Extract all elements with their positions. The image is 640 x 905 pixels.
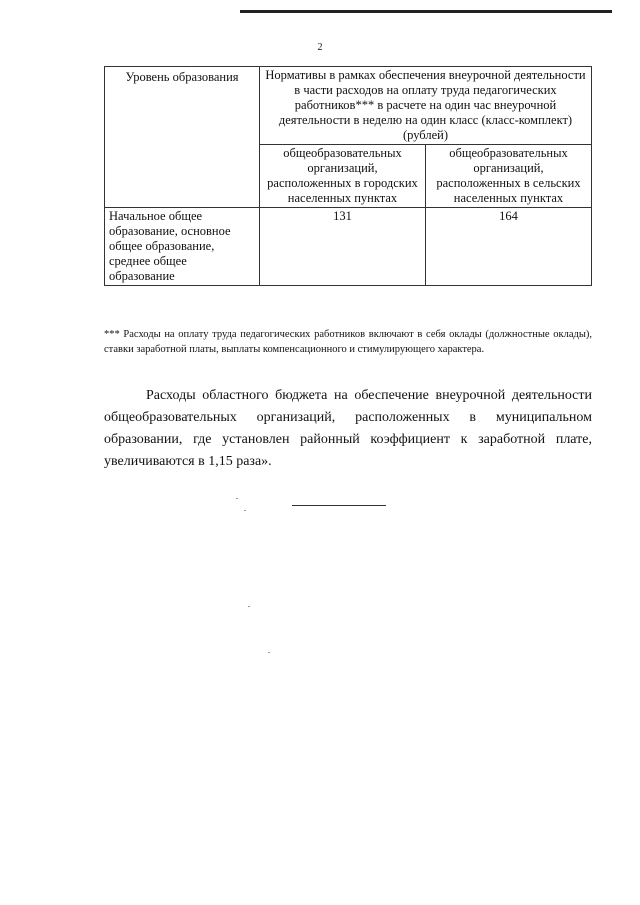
scan-speck: [268, 652, 270, 653]
header-norms: Нормативы в рамках обеспечения внеурочной деятельности в части расходов на оплату труда педагогических работников*** в расчете на один час внеурочной деятельности в неделю на один класс (класс-комплект) (рублей): [259, 67, 591, 145]
scan-speck: [244, 510, 246, 511]
row-level: Начальное общее образование, основное общее образование, среднее общее образование: [105, 208, 260, 286]
scan-speck: [248, 606, 250, 607]
header-level-of-education: Уровень образования: [105, 67, 260, 208]
footnote: *** Расходы на оплату труда педагогических работников включают в себя оклады (должностные оклады), ставки заработной платы, выплаты компенсационного и стимулирующего характера.: [104, 329, 592, 355]
subheader-rural: общеобразовательных организаций, расположенных в сельских населенных пунктах: [425, 145, 591, 208]
row-urban-value: 131: [259, 208, 425, 286]
table-header-row: [105, 67, 592, 145]
norm-table: [104, 66, 592, 286]
top-rule: [240, 10, 612, 13]
subheader-urban: общеобразовательных организаций, расположенных в городских населенных пунктах: [259, 145, 425, 208]
page-number: 2: [317, 42, 323, 53]
scan-speck: [236, 498, 238, 499]
end-rule: [292, 505, 386, 506]
body-paragraph: Расходы областного бюджета на обеспечение внеурочной деятельности общеобразовательных организаций, расположенных в муниципальном образовании, где установлен районный коэффициент к заработной плате, увеличиваются в 1,15 раза».: [104, 388, 592, 469]
row-rural-value: 164: [425, 208, 591, 286]
table-row: [105, 208, 592, 286]
